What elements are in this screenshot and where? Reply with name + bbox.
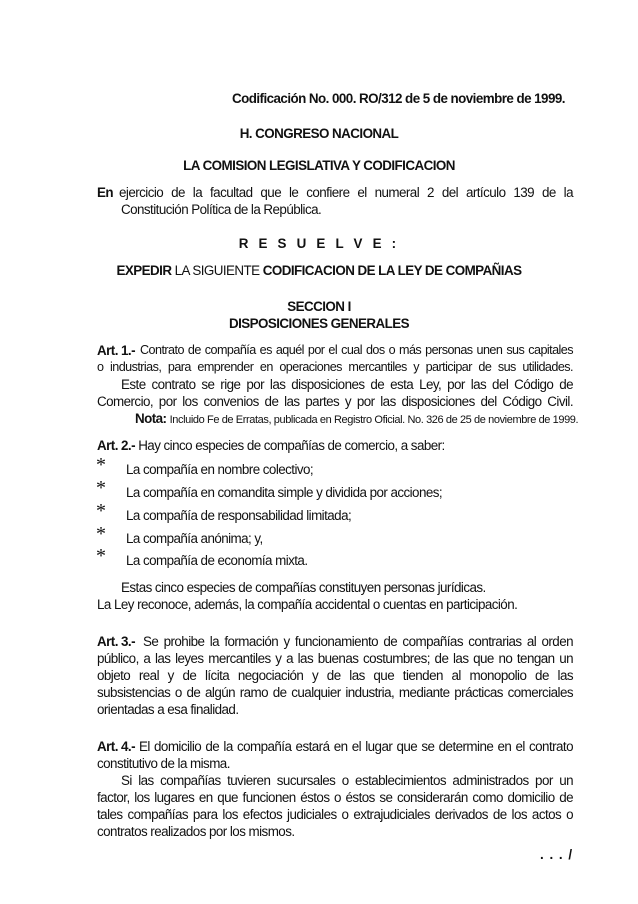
art2-item-3: La compañía de responsabilidad limitada; xyxy=(126,508,352,523)
art4-text-1: El domicilio de la compañía estará en el lugar que se determine en el contrato xyxy=(139,739,573,754)
note-text: Incluido Fe de Erratas, publicada en Registro Oficial. No. 326 de 25 de noviembre de 1999. xyxy=(169,414,579,426)
art4-text-4: factor, los lugares en que funcionen éstos o éstos se considerarán como domicilio de xyxy=(97,790,573,805)
art2-after-1: Estas cinco especies de compañías constituyen personas jurídicas. xyxy=(121,580,486,595)
art3-text-5: orientadas a esa finalidad. xyxy=(97,702,239,717)
art1-text-3: Este contrato se rige por las disposiciones de esta Ley, por las del Código de xyxy=(121,377,573,392)
resolves-heading: R E S U E L V E : xyxy=(238,236,400,251)
bullet-icon: * xyxy=(96,477,106,499)
continuation-mark: . . . / xyxy=(540,847,574,862)
congress-heading: H. CONGRESO NACIONAL xyxy=(239,126,399,141)
art1-label: Art. 1.- xyxy=(97,343,136,358)
art2-label: Art. 2.- xyxy=(97,438,136,453)
bullet-icon: * xyxy=(96,545,106,567)
art3-label: Art. 3.- xyxy=(97,634,136,649)
bullet-icon: * xyxy=(96,523,106,545)
commission-heading: LA COMISION LEGISLATIVA Y CODIFICACION xyxy=(183,158,455,173)
preamble-lead: En xyxy=(97,185,114,200)
art2-item-5: La compañía de economía mixta. xyxy=(126,553,308,568)
expedir-line xyxy=(0,262,638,279)
art1-line-1 xyxy=(97,342,573,359)
art2-item-2: La compañía en comandita simple y dividida por acciones; xyxy=(126,485,443,500)
art4-line-1 xyxy=(97,738,573,755)
art4-text-3: Si las compañías tuvieren sucursales o establecimientos administrados por un xyxy=(121,773,573,788)
art3-text-1: Se prohibe la formación y funcionamiento de compañías contrarias al orden xyxy=(143,634,573,649)
section-title: SECCION I xyxy=(287,299,351,314)
preamble-line-1 xyxy=(97,184,573,201)
art1-text-1: Contrato de compañía es aquél por el cual dos o más personas unen sus capitales xyxy=(140,343,573,357)
art3-line-1 xyxy=(97,633,573,650)
expedir-title: CODIFICACION DE LA LEY DE COMPAÑIAS xyxy=(262,263,522,278)
art2-item-4: La compañía anónima; y, xyxy=(126,531,263,546)
art4-text-5: tales compañías para los efectos judiciales o extrajudiciales derivados de los actos o xyxy=(97,807,573,822)
preamble-line-2: Constitución Política de la República. xyxy=(121,202,322,217)
art2-intro: Hay cinco especies de compañías de comercio, a saber: xyxy=(138,438,445,453)
art4-label: Art. 4.- xyxy=(97,739,136,754)
bullet-icon: * xyxy=(96,500,106,522)
art2-after-2: La Ley reconoce, además, la compañía accidental o cuentas en participación. xyxy=(97,597,518,612)
section-subtitle: DISPOSICIONES GENERALES xyxy=(228,316,410,331)
art1-note xyxy=(135,410,578,429)
art3-text-4: subsistencias o de algún ramo de cualquier industria, mediante prácticas comerciales xyxy=(97,685,573,700)
bullet-icon: * xyxy=(96,454,106,476)
note-label: Nota: xyxy=(135,411,167,426)
expedir-bold: EXPEDIR xyxy=(116,263,172,278)
art3-text-2: público, a las leyes mercantiles y a las buenas costumbres; de las que no tengan un xyxy=(97,651,573,666)
expedir-normal: LA SIGUIENTE xyxy=(174,263,260,278)
art2-line-1 xyxy=(97,437,445,454)
art4-text-6: contratos realizados por los mismos. xyxy=(97,824,295,839)
art1-text-4: Comercio, por los convenios de las partes y por las disposiciones del Código Civil. xyxy=(97,394,573,409)
art3-text-3: objeto real y de lícita negociación y de las que tienden al monopolio de las xyxy=(97,668,573,683)
art1-text-2: o industrias, para emprender en operaciones mercantiles y participar de sus utilidades. xyxy=(97,360,573,374)
codification-heading: Codificación No. 000. RO/312 de 5 de noviembre de 1999. xyxy=(232,91,565,106)
preamble-text: ejercicio de la facultad que le confiere el numeral 2 del artículo 139 de la xyxy=(119,185,573,200)
art2-item-1: La compañía en nombre colectivo; xyxy=(126,462,314,477)
art4-text-2: constitutivo de la misma. xyxy=(97,756,230,771)
